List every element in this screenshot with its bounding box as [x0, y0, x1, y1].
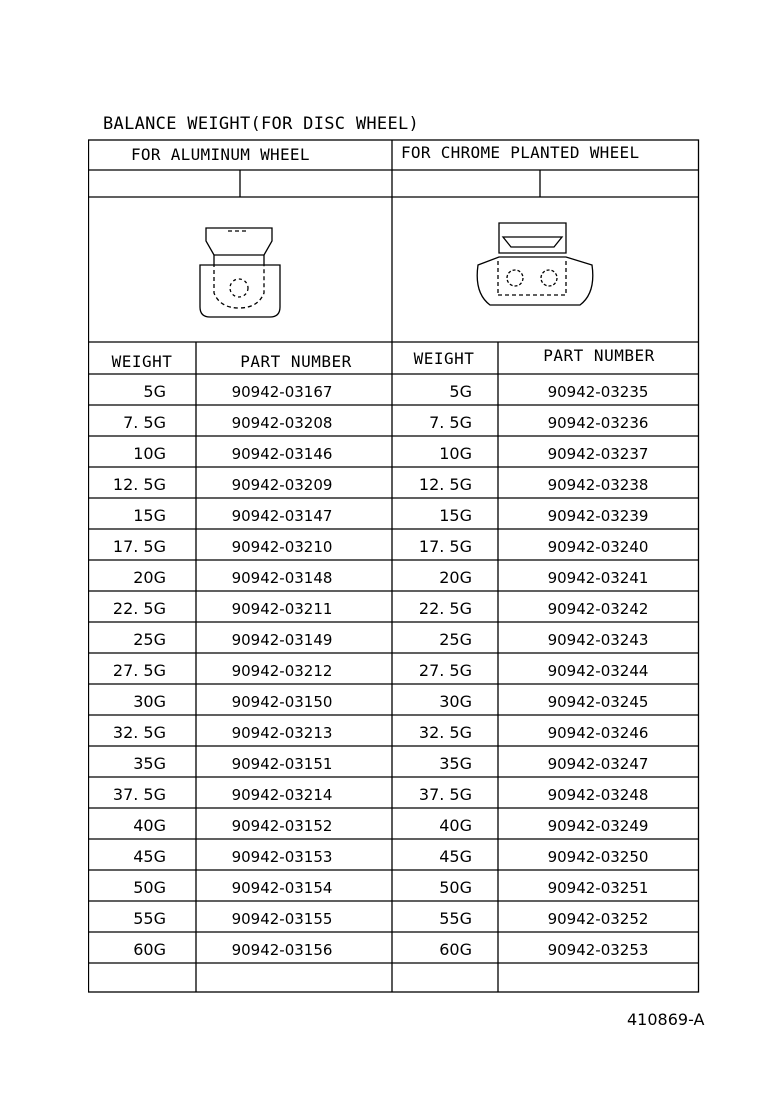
chrome-part-number-cell: 90942-03238: [547, 476, 649, 494]
chrome-weight-cell: 27. 5G: [418, 661, 472, 680]
aluminum-part-number-cell: 90942-03153: [231, 848, 333, 866]
chrome-weight-cell: 10G: [439, 444, 472, 463]
aluminum-part-number-cell: 90942-03152: [231, 817, 333, 835]
aluminum-part-number-cell: 90942-03167: [231, 383, 333, 401]
chrome-weight-cell: 25G: [439, 630, 472, 649]
aluminum-weight-cell: 30G: [133, 692, 166, 711]
chrome-part-number-cell: 90942-03248: [547, 786, 649, 804]
chrome-part-number-cell: 90942-03243: [547, 631, 649, 649]
aluminum-weight-cell: 35G: [133, 754, 166, 773]
parts-table: [88, 133, 700, 993]
chrome-weight-cell: 60G: [439, 940, 472, 959]
chrome-weight-column-header: WEIGHT: [413, 349, 475, 368]
aluminum-weight-cell: 32. 5G: [112, 723, 166, 742]
aluminum-part-number-cell: 90942-03149: [231, 631, 333, 649]
aluminum-part-number-cell: 90942-03151: [231, 755, 333, 773]
aluminum-weight-cell: 12. 5G: [112, 475, 166, 494]
chrome-weight-cell: 17. 5G: [418, 537, 472, 556]
aluminum-part-number-cell: 90942-03150: [231, 693, 333, 711]
aluminum-part-number-cell: 90942-03209: [231, 476, 333, 494]
chrome-weight-cell: 15G: [439, 506, 472, 525]
aluminum-part-number-cell: 90942-03156: [231, 941, 333, 959]
aluminum-part-column-header: PART NUMBER: [240, 352, 352, 371]
chrome-part-number-cell: 90942-03244: [547, 662, 649, 680]
diagram-code: 410869-A: [627, 1010, 705, 1029]
aluminum-weight-cell: 27. 5G: [112, 661, 166, 680]
aluminum-part-number-cell: 90942-03155: [231, 910, 333, 928]
chrome-weight-cell: 50G: [439, 878, 472, 897]
aluminum-weight-cell: 60G: [133, 940, 166, 959]
chrome-weight-cell: 12. 5G: [418, 475, 472, 494]
aluminum-weight-cell: 10G: [133, 444, 166, 463]
chrome-part-number-cell: 90942-03235: [547, 383, 649, 401]
aluminum-part-number-cell: 90942-03148: [231, 569, 333, 587]
aluminum-part-number-cell: 90942-03213: [231, 724, 333, 742]
chrome-part-number-cell: 90942-03240: [547, 538, 649, 556]
chrome-weight-cell: 30G: [439, 692, 472, 711]
aluminum-part-number-cell: 90942-03208: [231, 414, 333, 432]
chrome-part-number-cell: 90942-03236: [547, 414, 649, 432]
aluminum-weight-cell: 7. 5G: [123, 413, 166, 432]
chrome-part-number-cell: 90942-03249: [547, 817, 649, 835]
chrome-part-number-cell: 90942-03239: [547, 507, 649, 525]
aluminum-weight-cell: 50G: [133, 878, 166, 897]
chrome-part-number-cell: 90942-03250: [547, 848, 649, 866]
chrome-part-column-header: PART NUMBER: [543, 346, 655, 365]
chrome-part-number-cell: 90942-03242: [547, 600, 649, 618]
aluminum-weight-cell: 25G: [133, 630, 166, 649]
chrome-wheel-header: FOR CHROME PLANTED WHEEL: [401, 143, 640, 162]
chrome-weight-cell: 20G: [439, 568, 472, 587]
aluminum-weight-cell: 5G: [143, 382, 166, 401]
chrome-weight-cell: 55G: [439, 909, 472, 928]
chrome-part-number-cell: 90942-03252: [547, 910, 649, 928]
chrome-weight-cell: 45G: [439, 847, 472, 866]
aluminum-weight-cell: 55G: [133, 909, 166, 928]
aluminum-wheel-header: FOR ALUMINUM WHEEL: [131, 145, 310, 164]
chrome-part-number-cell: 90942-03246: [547, 724, 649, 742]
aluminum-part-number-cell: 90942-03147: [231, 507, 333, 525]
chrome-part-number-cell: 90942-03251: [547, 879, 649, 897]
aluminum-weight-cell: 45G: [133, 847, 166, 866]
chrome-weight-cell: 22. 5G: [418, 599, 472, 618]
chrome-part-number-cell: 90942-03237: [547, 445, 649, 463]
aluminum-part-number-cell: 90942-03154: [231, 879, 333, 897]
aluminum-part-number-cell: 90942-03214: [231, 786, 333, 804]
aluminum-weight-cell: 15G: [133, 506, 166, 525]
aluminum-weight-cell: 22. 5G: [112, 599, 166, 618]
chrome-weight-cell: 32. 5G: [418, 723, 472, 742]
chrome-weight-cell: 37. 5G: [418, 785, 472, 804]
aluminum-part-number-cell: 90942-03146: [231, 445, 333, 463]
aluminum-weight-diagram: [200, 228, 280, 317]
page-title: BALANCE WEIGHT(FOR DISC WHEEL): [103, 114, 420, 134]
aluminum-weight-cell: 37. 5G: [112, 785, 166, 804]
chrome-weight-cell: 5G: [449, 382, 472, 401]
aluminum-part-number-cell: 90942-03211: [231, 600, 333, 618]
chrome-part-number-cell: 90942-03247: [547, 755, 649, 773]
aluminum-part-number-cell: 90942-03210: [231, 538, 333, 556]
chrome-part-number-cell: 90942-03241: [547, 569, 649, 587]
aluminum-weight-cell: 40G: [133, 816, 166, 835]
aluminum-weight-column-header: WEIGHT: [111, 352, 173, 371]
aluminum-weight-cell: 20G: [133, 568, 166, 587]
chrome-weight-diagram: [477, 223, 593, 305]
chrome-part-number-cell: 90942-03245: [547, 693, 649, 711]
chrome-weight-cell: 40G: [439, 816, 472, 835]
chrome-weight-cell: 7. 5G: [429, 413, 472, 432]
chrome-weight-cell: 35G: [439, 754, 472, 773]
aluminum-part-number-cell: 90942-03212: [231, 662, 333, 680]
aluminum-weight-cell: 17. 5G: [112, 537, 166, 556]
chrome-part-number-cell: 90942-03253: [547, 941, 649, 959]
